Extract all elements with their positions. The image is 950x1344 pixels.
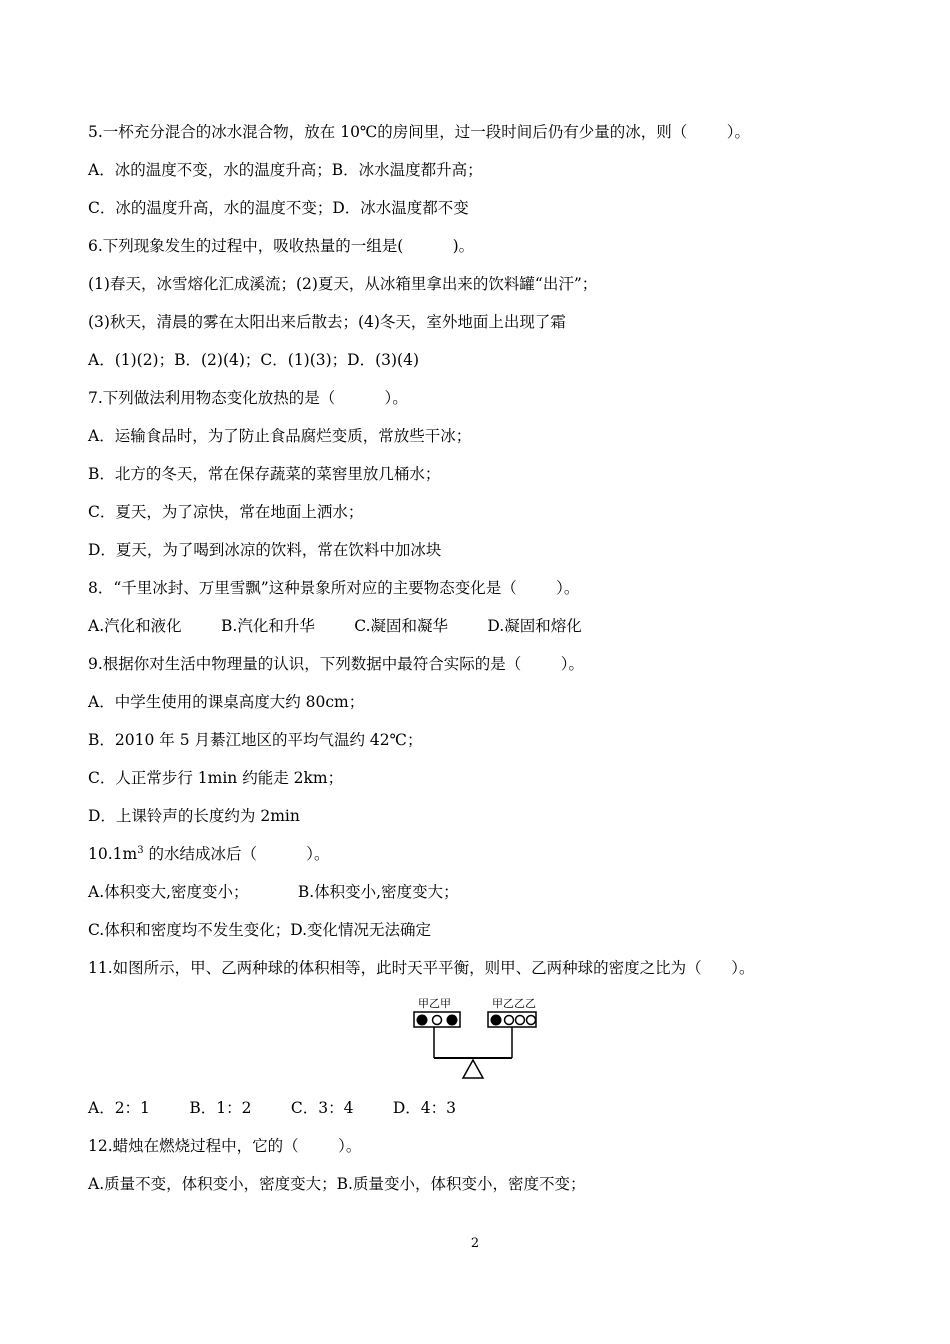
fulcrum (463, 1060, 483, 1078)
right-pan-label: 甲乙乙乙 (492, 997, 536, 1010)
question-7-option-b: B．北方的冬天，常在保存蔬菜的菜窖里放几桶水； (88, 465, 441, 483)
question-5-options-cd: C．冰的温度升高，水的温度不变；D．冰水温度都不变 (88, 199, 469, 217)
question-9-option-c: C．人正常步行 1min 约能走 2km； (88, 769, 344, 787)
balance-scale-figure (410, 996, 540, 1082)
question-8-options: A.汽化和液化 B.汽化和升华 C.凝固和凝华 D.凝固和熔化 (88, 617, 582, 635)
question-7-option-a: A．运输食品时，为了防止食品腐烂变质，常放些干冰； (88, 427, 472, 445)
right-ball-yi-1 (505, 1016, 514, 1025)
question-10-superscript: 3 (137, 844, 144, 856)
balance-scale-diagram (410, 996, 540, 1082)
right-ball-yi-3 (527, 1016, 536, 1025)
question-8: 8．“千里冰封、万里雪飘”这种景象所对应的主要物态变化是（ ）。 (88, 579, 580, 597)
question-10-options-ab: A.体积变大,密度变小； B.体积变小,密度变大； (88, 883, 459, 901)
left-ball-jia-1 (417, 1015, 428, 1026)
question-7-option-d: D．夏天，为了喝到冰凉的饮料，常在饮料中加冰块 (88, 541, 442, 559)
question-9-option-a: A．中学生使用的课桌高度大约 80cm； (88, 693, 365, 711)
question-6-options: A．(1)(2)；B．(2)(4)；C．(1)(3)；D．(3)(4) (88, 351, 420, 369)
question-6-statements-3-4: (3)秋天，清晨的雾在太阳出来后散去；(4)冬天，室外地面上出现了霜 (88, 313, 566, 331)
question-7: 7.下列做法利用物态变化放热的是（ ）。 (88, 389, 408, 407)
right-ball-yi-2 (516, 1016, 525, 1025)
right-ball-jia (491, 1015, 502, 1026)
left-ball-yi (433, 1016, 442, 1025)
question-6-statements-1-2: (1)春天，冰雪熔化汇成溪流；(2)夏天，从冰箱里拿出来的饮料罐“出汗”； (88, 275, 598, 293)
question-6: 6.下列现象发生的过程中，吸收热量的一组是( )。 (88, 237, 475, 255)
left-ball-jia-2 (447, 1015, 458, 1026)
question-7-option-c: C．夏天，为了凉快，常在地面上洒水； (88, 503, 364, 521)
question-12: 12.蜡烛在燃烧过程中，它的（ ）。 (88, 1137, 362, 1155)
question-5: 5.一杯充分混合的冰水混合物，放在 10℃的房间里，过一段时间后仍有少量的冰，则（ ）。 (88, 123, 750, 141)
question-12-options-ab: A.质量不变，体积变小，密度变大；B.质量变小，体积变小，密度不变； (88, 1175, 586, 1193)
question-11-options: A．2：1 B．1：2 C．3：4 D．4：3 (88, 1099, 457, 1117)
question-10-options-cd: C.体积和密度均不发生变化；D.变化情况无法确定 (88, 921, 432, 939)
question-10-suffix: 的水结成冰后（ ）。 (143, 845, 330, 863)
question-11: 11.如图所示，甲、乙两种球的体积相等，此时天平平衡，则甲、乙两种球的密度之比为（ ）。 (88, 959, 755, 977)
left-pan-label: 甲乙甲 (418, 997, 451, 1010)
question-9-option-d: D．上课铃声的长度约为 2min (88, 807, 300, 825)
question-9: 9.根据你对生活中物理量的认识，下列数据中最符合实际的是（ ）。 (88, 655, 584, 673)
question-5-options-ab: A．冰的温度不变，水的温度升高；B．冰水温度都升高； (88, 161, 483, 179)
question-10-prefix: 10.1m (88, 845, 138, 863)
question-9-option-b: B．2010 年 5 月綦江地区的平均气温约 42℃； (88, 731, 423, 749)
page-number: 2 (470, 1236, 480, 1251)
question-10 (88, 844, 330, 864)
